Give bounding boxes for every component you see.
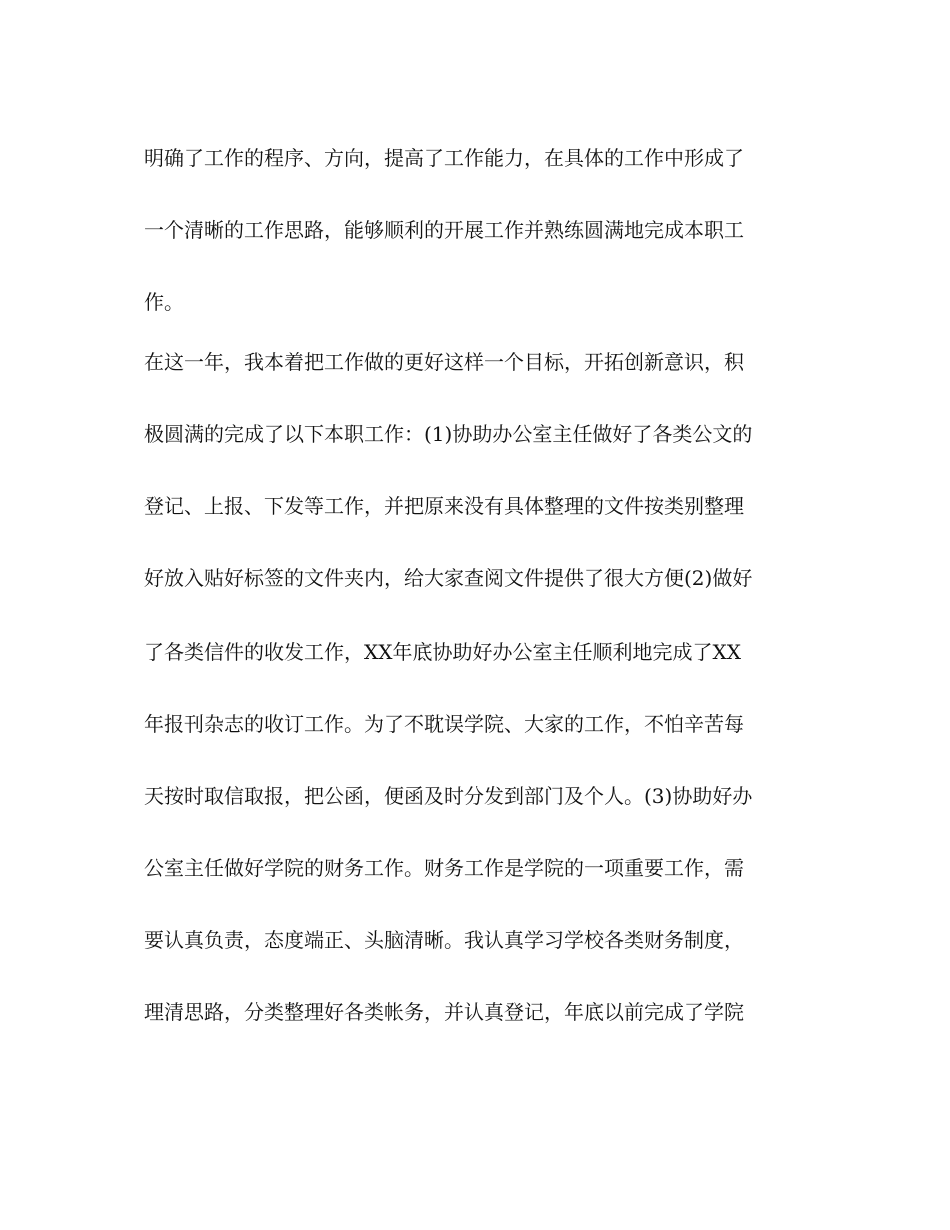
text-line: 一个清晰的工作思路，能够顺利的开展工作并熟练圆满地完成本职工 — [144, 218, 744, 242]
text-line: 极圆满的完成了以下本职工作：(1)协助办公室主任做好了各类公文的 — [144, 422, 753, 446]
text-line: 了各类信件的收发工作，XX年底协助好办公室主任顺利地完成了XX — [144, 640, 741, 664]
text-line: 公室主任做好学院的财务工作。财务工作是学院的一项重要工作，需 — [144, 856, 744, 880]
text-line: 要认真负责，态度端正、头脑清晰。我认真学习学校各类财务制度， — [144, 928, 744, 952]
text-line: 天按时取信取报，把公函，便函及时分发到部门及个人。(3)协助好办 — [144, 784, 753, 808]
text-line: 年报刊杂志的收订工作。为了不耽误学院、大家的工作，不怕辛苦每 — [144, 712, 744, 736]
text-line: 作。 — [144, 290, 184, 314]
text-line: 好放入贴好标签的文件夹内，给大家查阅文件提供了很大方便(2)做好 — [144, 566, 753, 590]
text-line: 理清思路，分类整理好各类帐务，并认真登记，年底以前完成了学院 — [144, 1000, 744, 1024]
text-line: 登记、上报、下发等工作，并把原来没有具体整理的文件按类别整理 — [144, 494, 744, 518]
text-line: 明确了工作的程序、方向，提高了工作能力，在具体的工作中形成了 — [144, 146, 744, 170]
text-line: 在这一年，我本着把工作做的更好这样一个目标，开拓创新意识，积 — [144, 350, 744, 374]
